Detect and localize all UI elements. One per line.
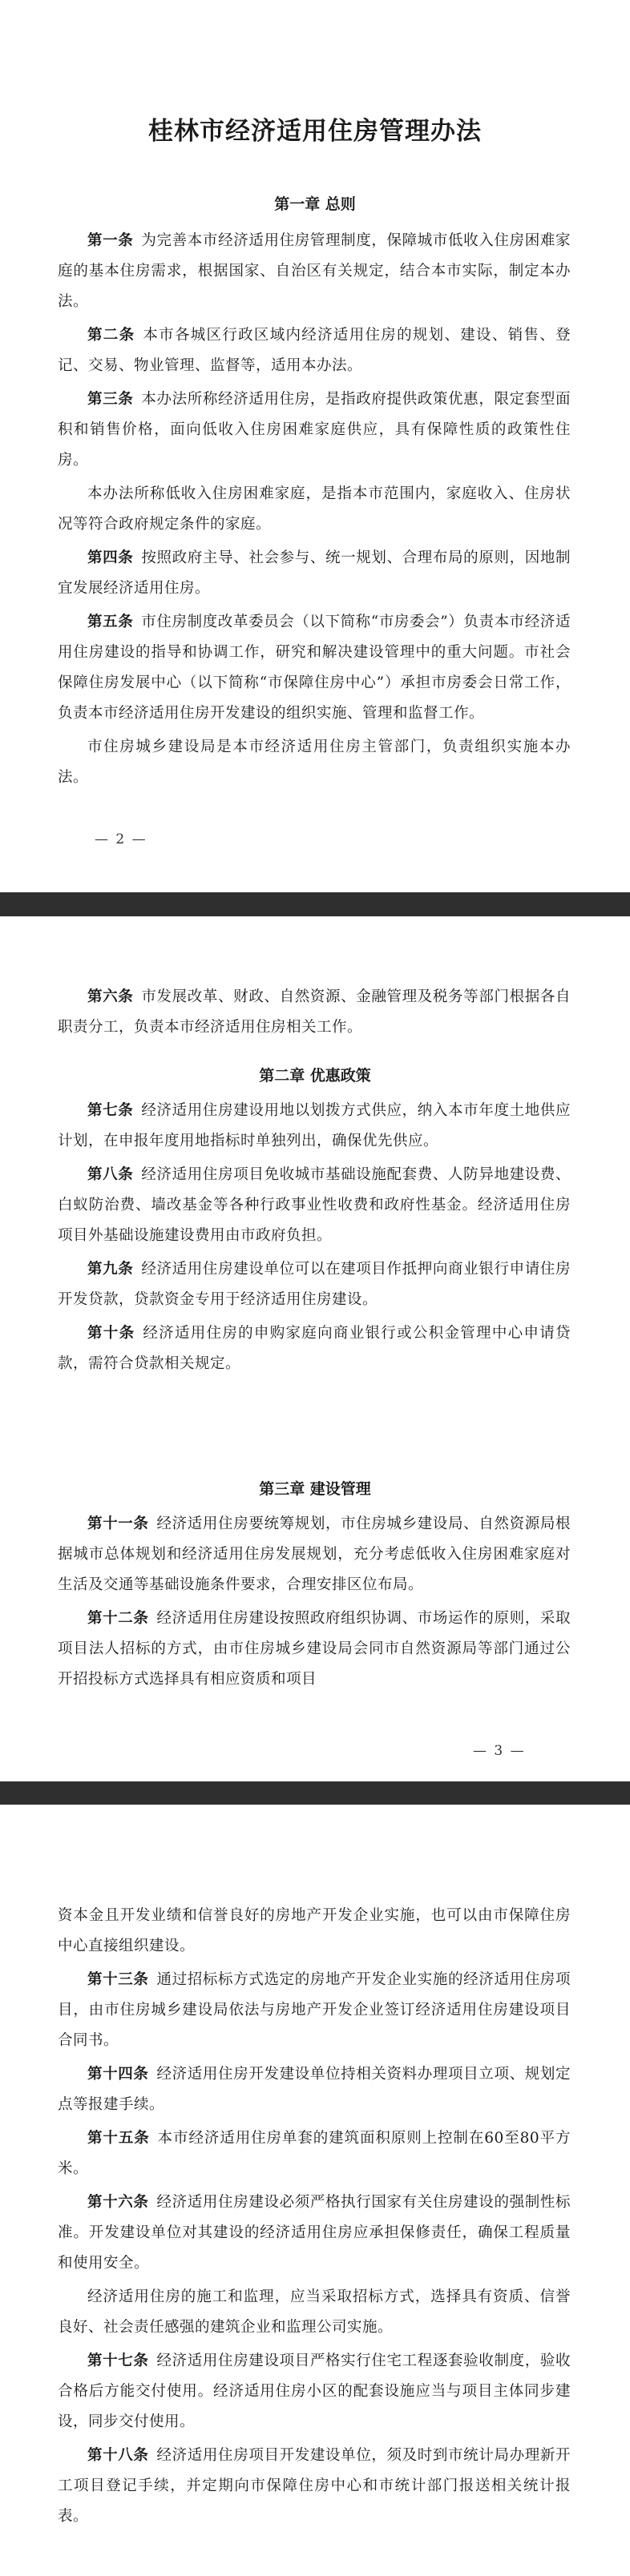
article-number: 第十八条 [87, 2447, 149, 2464]
document-page-3 [0, 916, 630, 1781]
article-9 [58, 1254, 571, 1315]
article-text: 市住房制度改革委员会（以下简称“市房委会”）负责本市经济适用住房建设的指导和协调工作，研究和解决建设管理中的重大问题。市社会保障住房发展中心（以下简称“市保障住房中心”）承担市房委会日常工作，负责本市经济适用住房开发建设的组织实施、管理和监督工作。 [58, 614, 571, 722]
article-2 [58, 320, 571, 381]
article-number: 第十五条 [87, 2130, 150, 2147]
article-11 [58, 1509, 571, 1600]
article-number: 第五条 [87, 614, 134, 630]
article-number: 第九条 [87, 1261, 134, 1278]
article-7 [58, 1096, 571, 1157]
article-number: 第十条 [87, 1325, 135, 1342]
article-10 [58, 1318, 571, 1379]
article-13 [58, 1965, 571, 2056]
article-block-page2-a [58, 982, 571, 1043]
article-4 [58, 543, 571, 604]
article-5 [58, 607, 571, 729]
article-text: 经济适用住房建设单位可以在建项目作抵押向商业银行申请住房开发贷款，贷款资金专用于经济适用住房建设。 [58, 1261, 571, 1308]
article-text: 本市经济适用住房单套的建筑面积原则上控制在60至80平方米。 [58, 2130, 571, 2177]
article-text: 为完善本市经济适用住房管理制度，保障城市低收入住房困难家庭的基本住房需求，根据国家、自治区有关规定，结合本市实际，制定本办法。 [58, 232, 571, 310]
article-text: 本办法所称经济适用住房，是指政府提供政策优惠，限定套型面积和销售价格，面向低收入住房困难家庭供应，具有保障性质的政策性住房。 [58, 391, 571, 469]
article-14 [58, 2059, 571, 2120]
page-number: — 3 — [473, 1743, 526, 1759]
article-number: 第四条 [87, 549, 134, 566]
article-text: 经济适用住房项目免收城市基础设施配套费、人防异地建设费、白蚁防治费、墙改基金等各种行政事业性收费和政府性基金。经济适用住房项目外基础设施建设费用由市政府负担。 [58, 1166, 571, 1244]
article-block-page1 [58, 226, 571, 793]
article-text: 经济适用住房要统筹规划，市住房城乡建设局、自然资源局根据城市总体规划和经济适用住房发展规划，充分考虑低收入住房困难家庭对生活及交通等基础设施条件要求，合理安排区位布局。 [58, 1515, 571, 1593]
article-12 [58, 1604, 571, 1695]
article-number: 第十二条 [87, 1610, 149, 1627]
article-number: 第十六条 [87, 2194, 149, 2211]
article-number: 第十一条 [87, 1515, 149, 1532]
article-text: 按照政府主导、社会参与、统一规划、合理布局的原则，因地制宜发展经济适用住房。 [58, 549, 571, 597]
document-page-2 [0, 0, 630, 892]
article-18 [58, 2441, 571, 2532]
chapter-heading-2: 第二章 优惠政策 [259, 1067, 371, 1085]
article-number: 第十三条 [87, 1971, 149, 1988]
article-17 [58, 2346, 571, 2437]
article-text: 经济适用住房建设项目严格实行住宅工程逐套验收制度，验收合格后方能交付使用。经济适用住房小区的配套设施应当与项目主体同步建设，同步交付使用。 [58, 2353, 571, 2430]
article-text: 经济适用住房建设用地以划拨方式供应，纳入本市年度土地供应计划，在申报年度用地指标时单独列出，确保优先供应。 [58, 1102, 571, 1149]
article-text: 经济适用住房建设按照政府组织协调、市场运作的原则，采取项目法人招标的方式，由市住房城乡建设局会同市自然资源局等部门通过公开招投标方式选择具有相应资质和项目 [58, 1610, 571, 1688]
article-number: 第六条 [87, 988, 134, 1005]
article-6 [58, 982, 571, 1043]
article-16-paragraph-2: 经济适用住房的施工和监理，应当采取招标方式，选择具有资质、信誉良好、社会责任感强的建筑企业和监理公司实施。 [58, 2288, 571, 2336]
page-number: — 2 — [95, 831, 147, 847]
page-separator [0, 892, 630, 916]
article-3-paragraph-2: 本办法所称低收入住房困难家庭，是指本市范围内，家庭收入、住房状况等符合政府规定条件的家庭。 [58, 485, 571, 533]
article-16 [58, 2188, 571, 2279]
article-number: 第十四条 [87, 2066, 149, 2083]
article-number: 第十七条 [87, 2353, 149, 2369]
article-15 [58, 2123, 571, 2184]
article-number: 第八条 [87, 1166, 134, 1183]
article-3 [58, 384, 571, 476]
chapter-heading-3: 第三章 建设管理 [259, 1480, 371, 1498]
article-text: 经济适用住房的申购家庭向商业银行或公积金管理中心申请贷款，需符合贷款相关规定。 [58, 1325, 571, 1372]
article-text: 经济适用住房项目开发建设单位，须及时到市统计局办理新开工项目登记手续，并定期向市保障住房中心和市统计部门报送相关统计报表。 [58, 2447, 571, 2525]
article-8 [58, 1160, 571, 1251]
article-number: 第七条 [87, 1102, 134, 1119]
article-text: 市发展改革、财政、自然资源、金融管理及税务等部门根据各自职责分工，负责本市经济适用住房相关工作。 [58, 988, 571, 1036]
chapter-heading-1: 第一章 总则 [274, 195, 356, 213]
article-number: 第三条 [87, 391, 134, 408]
article-text: 本市各城区行政区域内经济适用住房的规划、建设、销售、登记、交易、物业管理、监督等，适用本办法。 [58, 327, 571, 374]
article-1 [58, 226, 571, 317]
document-title: 桂林市经济适用住房管理办法 [148, 117, 482, 146]
article-text: 经济适用住房开发建设单位持相关资料办理项目立项、规划定点等报建手续。 [58, 2066, 571, 2113]
article-text: 通过招标标方式选定的房地产开发企业实施的经济适用住房项目，由市住房城乡建设局依法与房地产开发企业签订经济适用住房建设项目合同书。 [58, 1971, 571, 2049]
document-page-4 [0, 1805, 630, 2576]
article-12-continued: 资本金且开发业绩和信誉良好的房地产开发企业实施，也可以由市保障住房中心直接组织建设。 [58, 1907, 571, 1954]
article-5-paragraph-2: 市住房城乡建设局是本市经济适用住房主管部门，负责组织实施本办法。 [58, 739, 571, 786]
article-text: 经济适用住房建设必须严格执行国家有关住房建设的强制性标准。开发建设单位对其建设的经济适用住房应承担保修责任，确保工程质量和使用安全。 [58, 2194, 571, 2272]
article-block-page2-b [58, 1096, 571, 1379]
article-number: 第二条 [87, 327, 135, 344]
article-number: 第一条 [87, 232, 134, 249]
article-block-page2-c [58, 1509, 571, 1695]
article-block-page3 [58, 1901, 571, 2532]
page-separator [0, 1781, 630, 1805]
